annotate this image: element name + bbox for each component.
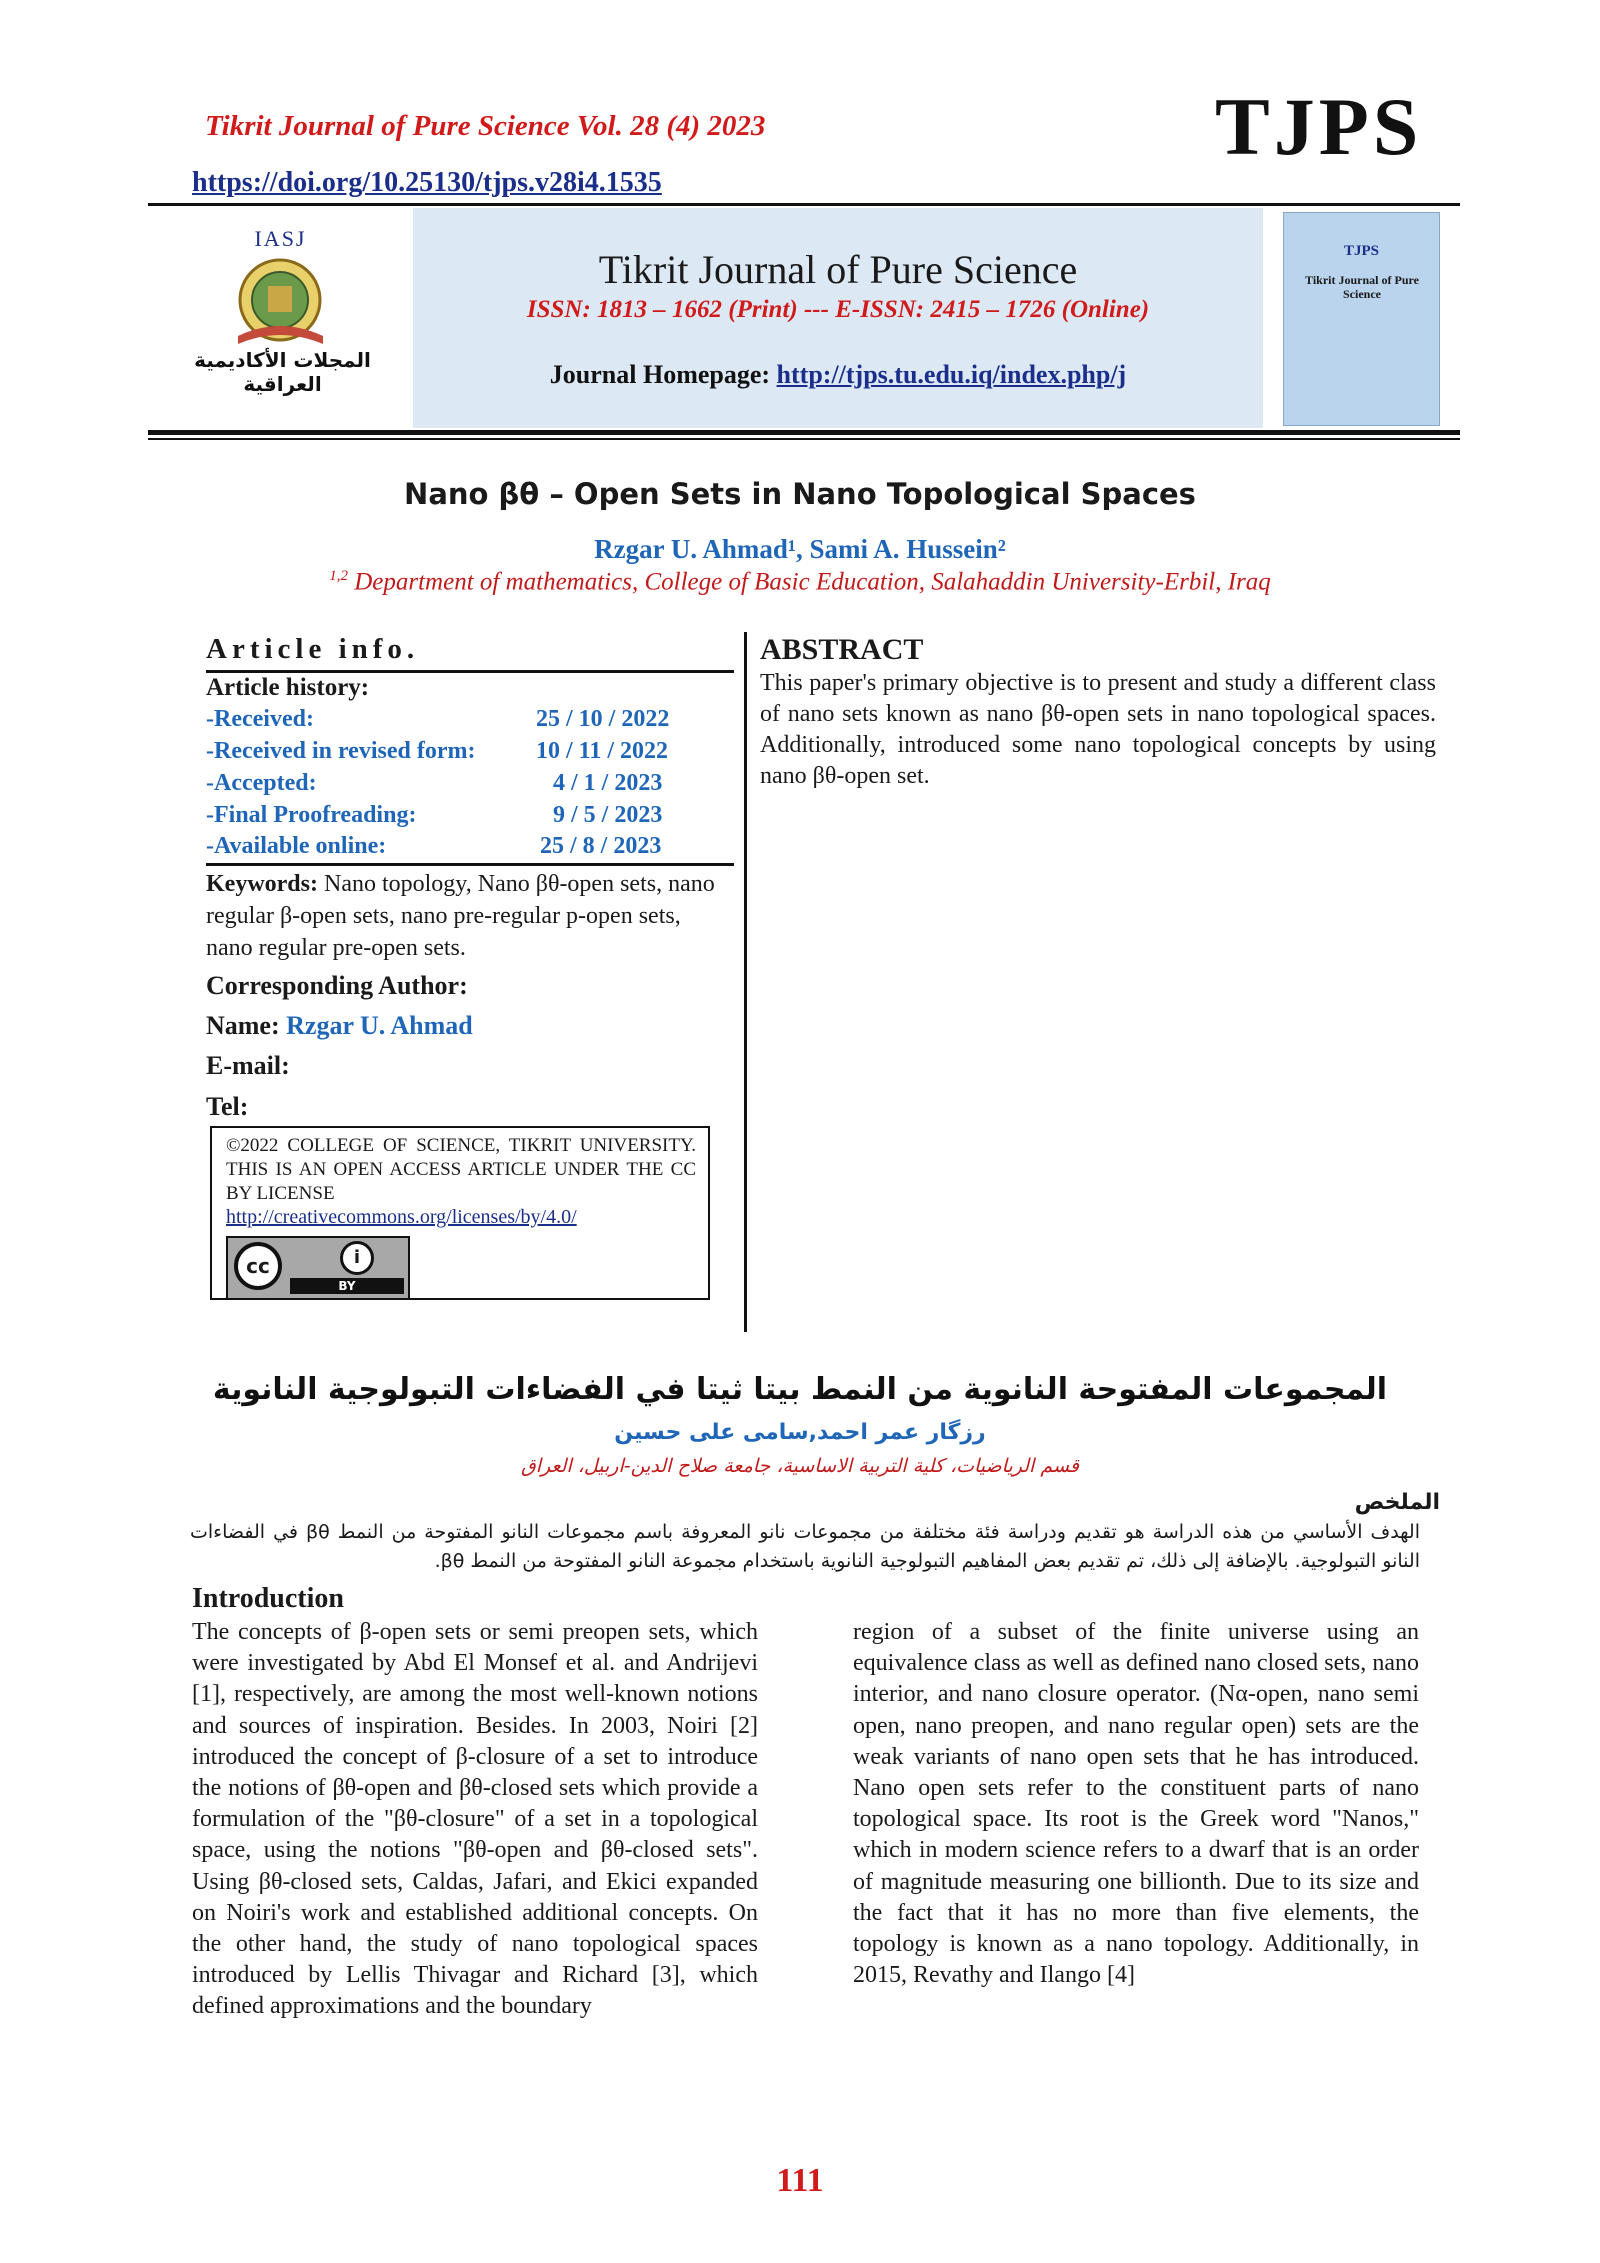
keywords-text: Nano topology, Nano βθ-open sets, nano regular β-open sets, nano pre-regular p-open sets, nano regular pre-open sets. [206,871,715,961]
paper-authors: Rzgar U. Ahmad¹, Sami A. Hussein² [594,534,1006,564]
iasj-label: IASJ [254,226,307,251]
history-rule [206,863,734,866]
homepage-link[interactable]: http://tjps.tu.edu.iq/index.php/j [776,360,1127,389]
corresponding-author-label: Corresponding Author: [206,971,468,1000]
journal-banner [148,208,1460,428]
journal-volume-line: Tikrit Journal of Pure Science Vol. 28 (4) 2023 [205,110,766,142]
arabic-abstract-text: الهدف الأساسي من هذه الدراسة هو تقديم ودراسة فئة مختلفة من مجموعات نانو المعروفة باسم مجموعات النانو المفتوحة من النمط βθ في الفضاءات النانو التبولوجية. بالإضافة إلى ذلك، تم تقديم بعض المفاهيم التبولوجية النانوية باستخدام مجموعة النانو المفتوحة من النمط βθ. [190,1521,1421,1572]
doi-link[interactable]: https://doi.org/10.25130/tjps.v28i4.1535 [192,167,662,198]
header-rule [148,203,1460,206]
iasj-logo [148,208,413,428]
article-history-label: Article history: [206,674,370,701]
iasj-arabic-label: المجلات الأكاديمية العراقية [194,348,371,396]
cc-icon: cc [234,1242,282,1290]
name-label: Name: [206,1011,287,1040]
abstract-text: This paper's primary objective is to present and study a different class of nano sets known as nano βθ-open sets in nano topological spaces. Additionally, introduced some nano topological concepts by using nano βθ-open set. [760,670,1436,789]
history-proofreading-value: 9 / 5 / 2023 [553,802,663,828]
history-received-label: -Received: [206,706,314,732]
keywords [206,868,726,964]
license-box [210,1126,710,1300]
tel-label: Tel: [206,1092,249,1121]
cover-tjps-label: TJPS [1343,243,1379,259]
journal-cover-thumbnail [1263,208,1460,428]
cover-image [1283,212,1440,426]
column-divider [744,632,747,1332]
author-name-line [206,1011,473,1041]
page-number: 111 [776,2162,824,2199]
cover-title: Tikrit Journal of Pure Science [1305,273,1419,301]
tjps-logo: TJPS [1215,81,1423,172]
arabic-title: المجموعات المفتوحة النانوية من النمط بيتا ثيتا في الفضاءات التبولوجية النانوية [212,1372,1388,1407]
email-label: E-mail: [206,1051,290,1080]
license-link[interactable]: http://creativecommons.org/licenses/by/4.0/ [226,1206,577,1228]
arabic-affiliation: قسم الرياضيات، كلية التربية الاساسية، جامعة صلاح الدين-اربيل، العراق [520,1455,1080,1477]
introduction-right-column: region of a subset of the finite universe using an equivalence class as well as defined nano closed sets, nano interior, and nano closure operator. (Nα-open, nano semi open, nano preopen, and nano regular open) sets are the weak variants of nano open sets that he has introduced. Nano open sets refer to the constituent parts of nano topological space. Its root is the Greek word "Nanos," which in modern science refers to a dwarf that is an order of magnitude measuring one billionth. Due to its size and the fact that it has no more than five elements, the topology is known as a nano topology. Additionally, in 2015, Revathy and Ilango [4] [853,1619,1419,1989]
banner-title: Tikrit Journal of Pure Science [598,247,1078,292]
paper-affiliation [0,568,1600,596]
history-revised-label: -Received in revised form: [206,738,476,764]
introduction-left-column: The concepts of β-open sets or semi preopen sets, which were investigated by Abd El Monsef et al. and Andrijevi [1], respectively, are among the most well-known notions and sources of inspiration. Besides. In 2003, Noiri [2] introduced the concept of β-closure of a set to introduce the notions of βθ-open and βθ-closed sets which provide a formulation of the "βθ-closure" of a set in a topological space, using the notions "βθ-open and βθ-closed sets". Using βθ-closed sets, Caldas, Jafari, and Ekici expanded on Noiri's work and established additional concepts. On the other hand, the study of nano topological spaces introduced by Lellis Thivagar and Richard [3], which defined approximations and the boundary [192,1619,758,2020]
cc-by-badge[interactable] [226,1236,410,1300]
history-proofreading-label: -Final Proofreading: [206,802,417,828]
banner-homepage [413,360,1263,390]
name-value: Rzgar U. Ahmad [286,1011,473,1040]
homepage-label: Journal Homepage: [549,360,777,389]
article-info-rule [206,670,734,673]
by-label: BY [290,1278,404,1294]
history-revised-value: 10 / 11 / 2022 [536,738,669,764]
banner-issn: ISSN: 1813 – 1662 (Print) --- E-ISSN: 2415 – 1726 (Online) [526,296,1150,323]
introduction-heading: Introduction [192,1583,344,1614]
attribution-icon: i [340,1241,374,1275]
banner-info [413,208,1263,428]
arabic-abstract-heading: الملخص [1354,1490,1440,1515]
history-online-value: 25 / 8 / 2023 [540,833,662,859]
history-received-value: 25 / 10 / 2022 [536,706,670,732]
affiliation-text: Department of mathematics, College of Basic Education, Salahaddin University-Erbil, Iraq [347,568,1271,596]
article-info-heading: Article info. [206,633,420,665]
banner-rule-thick [148,430,1460,435]
history-online-label: -Available online: [206,833,387,859]
banner-rule-thin [148,438,1460,440]
history-accepted-label: -Accepted: [206,770,317,796]
iasj-emblem-icon [228,256,333,348]
paper-title: Nano βθ – Open Sets in Nano Topological Spaces [404,477,1196,511]
keywords-label: Keywords: [206,871,318,897]
affiliation-superscript: 1,2 [329,568,348,584]
arabic-authors: رزگار عمر احمد,سامی علی حسین [614,1420,986,1445]
history-accepted-value: 4 / 1 / 2023 [553,770,663,796]
license-text: ©2022 COLLEGE OF SCIENCE, TIKRIT UNIVERSITY. THIS IS AN OPEN ACCESS ARTICLE UNDER THE CC BY LICENSE [226,1135,696,1204]
abstract-heading: ABSTRACT [760,633,924,666]
